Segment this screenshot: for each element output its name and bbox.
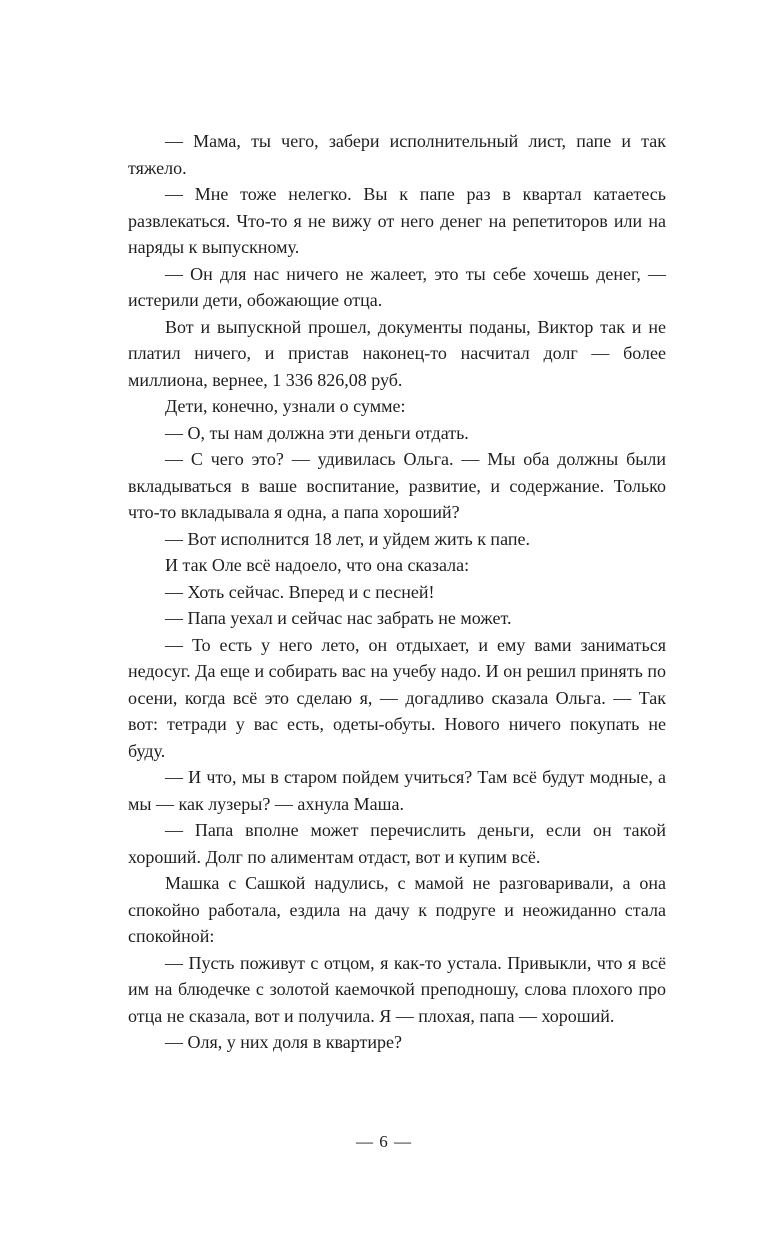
paragraph: — О, ты нам должна эти деньги отдать. <box>165 422 469 443</box>
paragraph: — То есть у него лето, он отдыхает, и ему вами заниматься недосуг. Да еще и собирать вас на учебу надо. И он решил принять по осени, когда всё это сделаю я, — догадливо сказала Ольга. — Так вот: тетради у вас есть, одеты-обуты. Нового ничего покупать не буду. <box>128 634 666 761</box>
paragraph: — Папа вполне может перечислить деньги, если он такой хороший. Долг по алиментам отдаст, вот и купим всё. <box>128 820 666 867</box>
paragraph: — Вот исполнится 18 лет, и уйдем жить к папе. <box>165 528 530 549</box>
paragraph: Машка с Сашкой надулись, с мамой не разговаривали, а она спокойно работала, ездила на дачу к подруге и неожиданно стала спокойной: <box>128 873 666 946</box>
page-number: — 6 — <box>356 1132 412 1151</box>
paragraph: — Оля, у них доля в квартире? <box>165 1032 402 1052</box>
paragraph: И так Оле всё надоело, что она сказала: <box>165 555 470 575</box>
paragraph: — С чего это? — удивилась Ольга. — Мы оба должны были вкладываться в ваше воспитание, развитие, и содержание. Только что-то вкладывала я одна, а папа хороший? <box>128 449 666 522</box>
paragraph: — Хоть сейчас. Вперед и с песней! <box>165 581 435 602</box>
paragraph: — Пусть поживут с отцом, я как-то устала. Привыкли, что я всё им на блюдечке с золотой каемочкой преподношу, слова плохого про отца не сказала, вот и получила. Я — плохая, папа — хороший. <box>128 952 666 1026</box>
paragraph: — Мама, ты чего, забери исполнительный лист, папе и так тяжело. <box>128 131 666 178</box>
paragraph: — И что, мы в старом пойдем учиться? Там всё будут модные, а мы — как лузеры? — ахнула Маша. <box>128 767 666 814</box>
paragraph: — Папа уехал и сейчас нас забрать не может. <box>165 608 512 628</box>
paragraph: Вот и выпускной прошел, документы поданы, Виктор так и не платил ничего, и пристав наконец-то насчитал долг — более миллиона, вернее, 1 336 826,08 руб. <box>128 316 666 390</box>
paragraph: Дети, конечно, узнали о сумме: <box>165 396 406 416</box>
page-text-block <box>128 128 666 1056</box>
paragraph: — Мне тоже нелегко. Вы к папе раз в квартал катаетесь развлекаться. Что-то я не вижу от него денег на репетиторов или на наряды к выпускному. <box>128 184 666 257</box>
paragraph: — Он для нас ничего не жалеет, это ты себе хочешь денег, — истерили дети, обожающие отца. <box>128 263 666 310</box>
